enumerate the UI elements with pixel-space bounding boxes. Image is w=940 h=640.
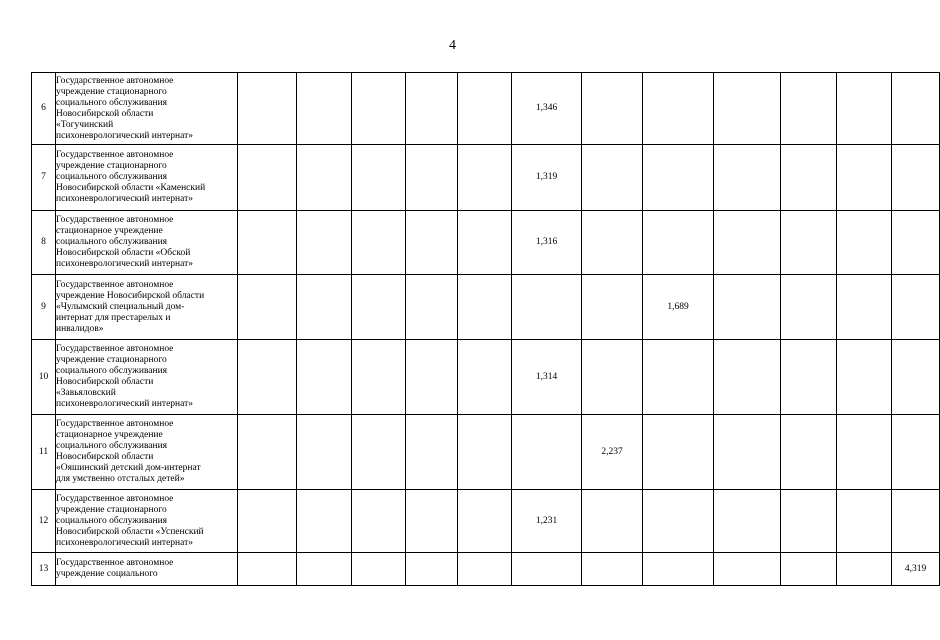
institution-name-line: Государственное автономное xyxy=(56,150,174,160)
value-cell xyxy=(512,553,582,586)
value-cell xyxy=(714,553,781,586)
value-cell xyxy=(892,211,940,275)
value-cell xyxy=(512,275,582,340)
institution-name-line: Государственное автономное xyxy=(56,493,174,504)
value-cell xyxy=(714,275,781,340)
institution-name-line: «Ояшинский детский дом-интернат xyxy=(56,463,201,473)
row-number: 10 xyxy=(32,340,56,415)
value-cell xyxy=(238,553,297,586)
value-cell xyxy=(297,553,352,586)
value-cell xyxy=(892,340,940,415)
value-cell: 2,237 xyxy=(582,415,643,490)
value-cell xyxy=(406,415,458,490)
value-cell xyxy=(582,275,643,340)
row-number: 9 xyxy=(32,275,56,340)
value-cell xyxy=(582,145,643,211)
institution-name-line: социального обслуживания xyxy=(56,515,168,526)
institution-name-line: Государственное автономное xyxy=(56,558,174,568)
institution-name xyxy=(56,145,238,211)
institution-name-line: «Тогучинский xyxy=(56,119,114,130)
value-cell xyxy=(238,275,297,340)
value-cell: 1,346 xyxy=(512,73,582,145)
value-cell xyxy=(582,553,643,586)
value-cell xyxy=(582,211,643,275)
value-cell xyxy=(406,145,458,211)
value-cell: 1,231 xyxy=(512,490,582,553)
value-cell xyxy=(837,275,892,340)
institution-name-line: учреждение стационарного xyxy=(56,504,167,515)
institution-name-line: социального обслуживания xyxy=(56,366,168,376)
value-cell xyxy=(238,211,297,275)
value-cell xyxy=(238,415,297,490)
institution-name-line: психоневрологический интернат» xyxy=(56,537,194,548)
value-cell xyxy=(837,490,892,553)
institution-name-line: Государственное автономное xyxy=(56,215,174,225)
value-cell xyxy=(512,415,582,490)
value-cell: 1,689 xyxy=(643,275,714,340)
institution-name-line: психоневрологический интернат» xyxy=(56,259,194,269)
institution-name xyxy=(56,73,238,145)
value-cell xyxy=(297,415,352,490)
value-cell xyxy=(892,145,940,211)
institution-name-line: Новосибирской области «Обской xyxy=(56,248,191,258)
institution-name-line: учреждение стационарного xyxy=(56,161,167,171)
value-cell xyxy=(297,211,352,275)
table-row xyxy=(32,73,940,145)
institution-name-line: психоневрологический интернат» xyxy=(56,194,194,204)
value-cell xyxy=(837,145,892,211)
institution-name-line: Новосибирской области «Каменский xyxy=(56,183,206,193)
institution-name-line: учреждение социального xyxy=(56,569,158,579)
value-cell xyxy=(352,415,406,490)
value-cell xyxy=(352,553,406,586)
row-number: 8 xyxy=(32,211,56,275)
value-cell xyxy=(643,490,714,553)
institution-name-line: социального обслуживания xyxy=(56,172,168,182)
value-cell xyxy=(582,340,643,415)
value-cell xyxy=(714,145,781,211)
data-table xyxy=(31,72,940,586)
institution-name-line: учреждение Новосибирской области xyxy=(56,290,205,301)
value-cell xyxy=(297,145,352,211)
institution-name-line: интернат для престарелых и xyxy=(56,312,171,323)
value-cell xyxy=(714,490,781,553)
table-row xyxy=(32,340,940,415)
institution-name-line: Государственное автономное xyxy=(56,419,174,429)
value-cell: 4,319 xyxy=(892,553,940,586)
value-cell xyxy=(458,340,512,415)
value-cell xyxy=(837,211,892,275)
value-cell xyxy=(643,211,714,275)
value-cell xyxy=(458,553,512,586)
value-cell xyxy=(406,553,458,586)
value-cell xyxy=(837,415,892,490)
table-row xyxy=(32,145,940,211)
value-cell xyxy=(352,275,406,340)
institution-name-line: Государственное автономное xyxy=(56,75,174,86)
institution-name-line: Государственное автономное xyxy=(56,344,174,354)
table-row xyxy=(32,490,940,553)
institution-name-line: психоневрологический интернат» xyxy=(56,130,194,141)
institution-name-line: Новосибирской области xyxy=(56,108,154,119)
value-cell xyxy=(406,490,458,553)
institution-name xyxy=(56,415,238,490)
value-cell xyxy=(892,275,940,340)
page-number: 4 xyxy=(449,38,456,53)
value-cell xyxy=(643,340,714,415)
table-row xyxy=(32,553,940,586)
value-cell xyxy=(892,73,940,145)
institution-name xyxy=(56,275,238,340)
value-cell xyxy=(458,490,512,553)
value-cell xyxy=(837,553,892,586)
table-row xyxy=(32,211,940,275)
institution-name-line: Новосибирской области xyxy=(56,452,154,462)
value-cell xyxy=(781,275,837,340)
value-cell xyxy=(781,415,837,490)
value-cell xyxy=(352,340,406,415)
value-cell xyxy=(582,73,643,145)
value-cell xyxy=(352,73,406,145)
value-cell xyxy=(238,490,297,553)
institution-name-line: стационарное учреждение xyxy=(56,226,163,236)
institution-name-line: стационарное учреждение xyxy=(56,430,163,440)
value-cell xyxy=(238,340,297,415)
table-body xyxy=(32,73,940,586)
value-cell xyxy=(643,553,714,586)
value-cell xyxy=(406,211,458,275)
value-cell xyxy=(352,490,406,553)
value-cell xyxy=(458,145,512,211)
value-cell xyxy=(352,211,406,275)
institution-name xyxy=(56,553,238,586)
value-cell xyxy=(297,275,352,340)
institution-name-line: учреждение стационарного xyxy=(56,86,167,97)
value-cell xyxy=(238,145,297,211)
value-cell xyxy=(297,340,352,415)
value-cell xyxy=(781,211,837,275)
institution-name-line: Новосибирской области xyxy=(56,377,154,387)
table-row xyxy=(32,275,940,340)
institution-name-line: психоневрологический интернат» xyxy=(56,399,194,409)
row-number: 7 xyxy=(32,145,56,211)
table-row xyxy=(32,415,940,490)
value-cell xyxy=(458,73,512,145)
value-cell xyxy=(714,211,781,275)
institution-name-line: социального обслуживания xyxy=(56,441,168,451)
row-number: 11 xyxy=(32,415,56,490)
value-cell xyxy=(458,415,512,490)
value-cell: 1,314 xyxy=(512,340,582,415)
value-cell xyxy=(781,490,837,553)
value-cell xyxy=(781,145,837,211)
value-cell xyxy=(837,340,892,415)
value-cell xyxy=(582,490,643,553)
value-cell: 1,316 xyxy=(512,211,582,275)
value-cell xyxy=(643,145,714,211)
value-cell xyxy=(892,490,940,553)
row-number: 12 xyxy=(32,490,56,553)
value-cell xyxy=(352,145,406,211)
institution-name-line: «Завьяловский xyxy=(56,388,116,398)
value-cell xyxy=(714,415,781,490)
institution-name xyxy=(56,490,238,553)
value-cell xyxy=(781,553,837,586)
value-cell xyxy=(458,275,512,340)
value-cell xyxy=(781,340,837,415)
value-cell xyxy=(458,211,512,275)
value-cell xyxy=(406,73,458,145)
value-cell xyxy=(406,340,458,415)
value-cell xyxy=(714,340,781,415)
institution-name-line: Государственное автономное xyxy=(56,279,174,290)
institution-name xyxy=(56,340,238,415)
row-number: 6 xyxy=(32,73,56,145)
value-cell xyxy=(238,73,297,145)
value-cell xyxy=(297,73,352,145)
value-cell xyxy=(643,73,714,145)
institution-name-line: Новосибирской области «Успенский xyxy=(56,526,204,537)
value-cell xyxy=(892,415,940,490)
value-cell xyxy=(837,73,892,145)
value-cell: 1,319 xyxy=(512,145,582,211)
value-cell xyxy=(714,73,781,145)
institution-name-line: для умственно отсталых детей» xyxy=(56,474,185,484)
institution-name xyxy=(56,211,238,275)
institution-name-line: учреждение стационарного xyxy=(56,355,167,365)
row-number: 13 xyxy=(32,553,56,586)
value-cell xyxy=(297,490,352,553)
value-cell xyxy=(643,415,714,490)
value-cell xyxy=(406,275,458,340)
institution-name-line: социального обслуживания xyxy=(56,97,168,108)
institution-name-line: социального обслуживания xyxy=(56,237,168,247)
institution-name-line: инвалидов» xyxy=(56,323,104,334)
value-cell xyxy=(781,73,837,145)
institution-name-line: «Чулымский специальный дом- xyxy=(56,301,185,312)
